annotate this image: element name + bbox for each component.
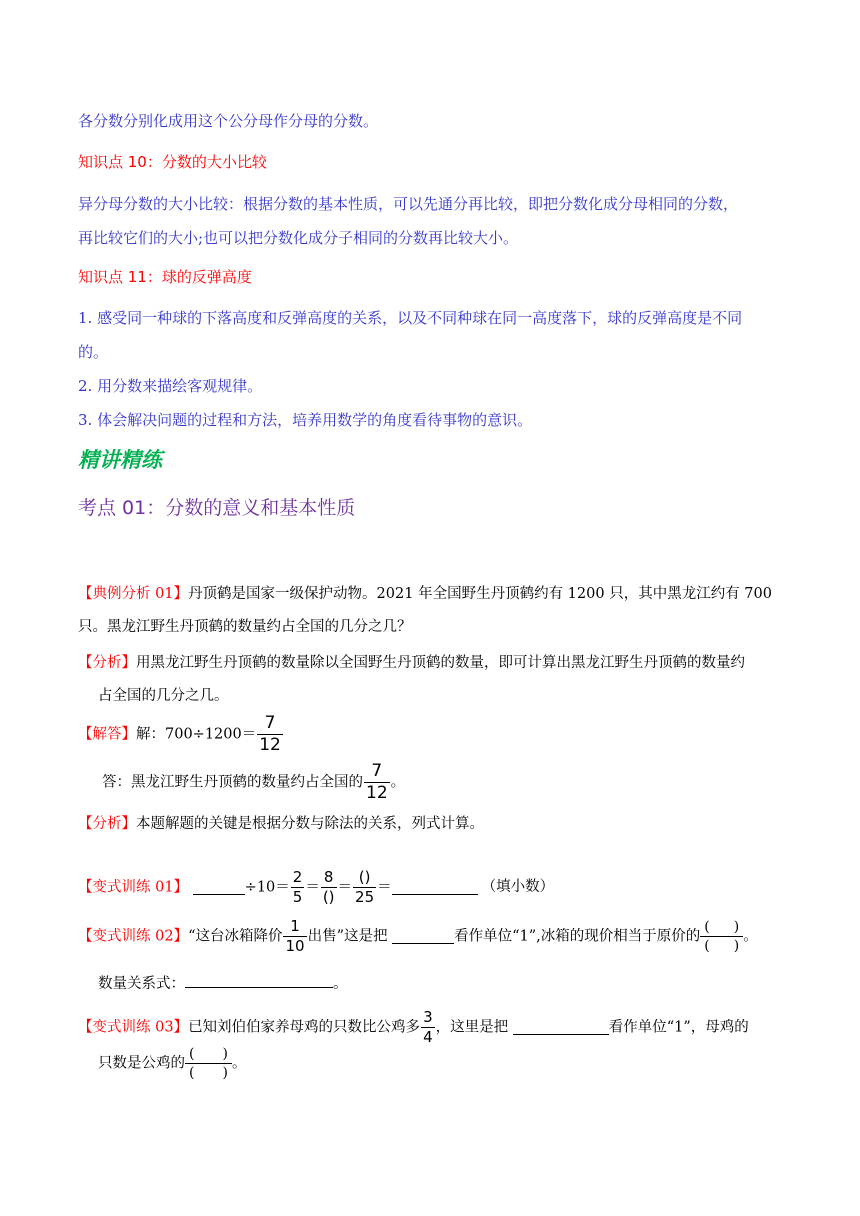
- relation-blank[interactable]: [185, 973, 333, 988]
- practice3-line1: [78, 1010, 749, 1045]
- practice1-frac2: $\frac{8}{()}$: [322, 868, 335, 906]
- example-question-text: 丹顶鹤是国家一级保护动物。2021 年全国野生丹顶鹤约有 1200 只，其中黑龙江约有 700: [188, 586, 772, 602]
- kp11-title: 知识点 11：球的反弹高度: [78, 268, 252, 286]
- practice1-blank-2[interactable]: [392, 880, 478, 895]
- practice2-line2: [98, 972, 348, 993]
- practice2-tag: 【变式训练 02】: [78, 928, 189, 945]
- analysis2-line: [78, 812, 484, 833]
- practice3-answer-fraction[interactable]: $\frac{( )}{( )}$: [185, 1047, 232, 1080]
- kp11-item2: 2. 用分数来描绘客观规律。: [78, 377, 263, 395]
- relation-label: 数量关系式：: [98, 976, 185, 992]
- conclusion-fraction: $\frac{7}{12}$: [366, 761, 388, 803]
- practice2-period: 。: [743, 928, 758, 945]
- answer-line: [78, 715, 284, 754]
- practice2-text2: 出售”这是把: [307, 928, 388, 945]
- practice1-tag: 【变式训练 01】: [78, 879, 189, 896]
- analysis-line2: 占全国的几分之几。: [98, 688, 229, 704]
- analysis-tag: 【分析】: [78, 655, 136, 671]
- answer-tag: 【解答】: [78, 726, 136, 743]
- answer-conclusion: [102, 763, 405, 802]
- practice3-text3: 看作单位“1”，母鸡的: [608, 1019, 749, 1036]
- practice3-blank-unit[interactable]: [513, 1020, 609, 1035]
- example-question-line2: 只。黑龙江野生丹顶鹤的数量约占全国的几分之几？: [78, 619, 412, 635]
- practice1-frac3: $\frac{()}{25}$: [355, 868, 375, 906]
- practice3-text2: ，这里是把: [435, 1019, 509, 1036]
- practice3-tag: 【变式训练 03】: [78, 1019, 189, 1036]
- example-question-line1: [78, 582, 772, 603]
- practice2-fraction: $\frac{1}{10}$: [285, 917, 305, 955]
- practice1-eq1: ＝: [305, 879, 320, 896]
- practice3-line2-text: 只数是公鸡的: [98, 1055, 185, 1072]
- practice1-eq2: ＝: [337, 879, 353, 896]
- practice1-hint: （填小数）: [481, 879, 555, 896]
- practice1-div: ÷10＝: [244, 879, 290, 896]
- practice2-text1: “这台冰箱降价: [188, 928, 283, 945]
- example-tag: 【典例分析 01】: [78, 586, 189, 602]
- exam-point-title: 考点 01：分数的意义和基本性质: [78, 497, 356, 519]
- practice2-blank-unit[interactable]: [392, 929, 454, 944]
- practice2-line1: [78, 919, 758, 954]
- practice3-period: 。: [231, 1055, 247, 1072]
- kp10-line2: 再比较它们的大小;也可以把分数化成分子相同的分数再比较大小。: [78, 229, 519, 247]
- analysis-line1: [78, 651, 745, 672]
- practice1-line: [78, 870, 554, 905]
- knowledge-continuation: 各分数分别化成用这个公分母作分母的分数。: [78, 112, 379, 130]
- practice2-text3: 看作单位“1”,冰箱的现价相当于原价的: [454, 928, 701, 945]
- kp10-title: 知识点 10：分数的大小比较: [78, 153, 267, 171]
- kp11-item1-line2: 的。: [78, 343, 109, 361]
- answer-fraction: $\frac{7}{12}$: [259, 713, 281, 755]
- answer-expression: 解：700÷1200＝: [136, 726, 257, 743]
- conclusion-text: 答：黑龙江野生丹顶鹤的数量约占全国的: [102, 774, 363, 791]
- practice3-fraction: $\frac{3}{4}$: [423, 1008, 433, 1046]
- practice1-frac1: $\frac{2}{5}$: [292, 868, 303, 906]
- conclusion-period: 。: [390, 774, 406, 791]
- relation-end: 。: [333, 976, 348, 992]
- kp11-item1-line1: 1. 感受同一种球的下落高度和反弹高度的关系，以及不同种球在同一高度落下，球的反弹高度是不同: [78, 309, 743, 327]
- practice1-eq3: ＝: [377, 879, 392, 896]
- analysis2-text: 本题解题的关键是根据分数与除法的关系，列式计算。: [136, 816, 484, 832]
- practice1-blank-1[interactable]: [193, 880, 245, 895]
- analysis2-tag: 【分析】: [78, 816, 136, 832]
- analysis-text: 用黑龙江野生丹顶鹤的数量除以全国野生丹顶鹤的数量，即可计算出黑龙江野生丹顶鹤的数量约: [136, 655, 745, 671]
- kp10-line1: 异分母分数的大小比较：根据分数的基本性质，可以先通分再比较，即把分数化成分母相同的分数，: [78, 195, 739, 213]
- practice3-line2: [98, 1047, 246, 1080]
- practice3-text1: 已知刘伯伯家养母鸡的只数比公鸡多: [188, 1019, 421, 1036]
- practice2-answer-fraction[interactable]: $\frac{( )}{( )}$: [700, 920, 743, 953]
- kp11-item3: 3. 体会解决问题的过程和方法，培养用数学的角度看待事物的意识。: [78, 411, 533, 429]
- section-banner: 精讲精练: [78, 448, 162, 472]
